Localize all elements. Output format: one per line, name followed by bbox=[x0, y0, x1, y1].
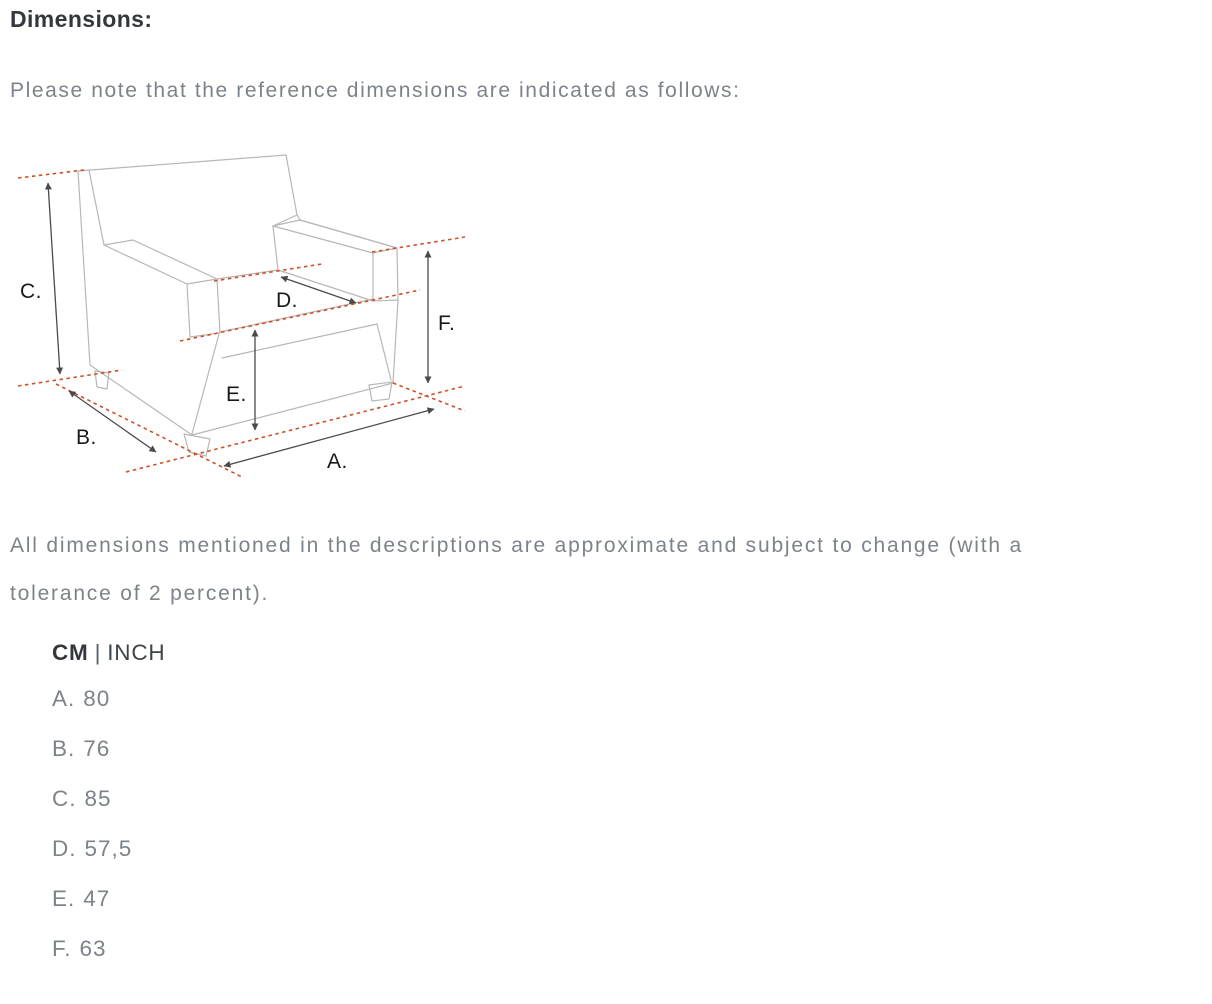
armchair-dimension-diagram bbox=[10, 138, 470, 494]
measurement-list bbox=[52, 674, 1202, 974]
diagram-label-c: C. bbox=[20, 280, 42, 303]
armchair-line-art bbox=[78, 155, 398, 456]
diagram-container bbox=[10, 138, 1202, 494]
measurement-row bbox=[52, 774, 1202, 824]
measurement-label: F. bbox=[52, 936, 72, 961]
diagram-label-a: A. bbox=[327, 450, 348, 473]
measurement-row bbox=[52, 924, 1202, 974]
measurement-row bbox=[52, 674, 1202, 724]
reference-line-floor-right bbox=[393, 383, 465, 411]
units-header bbox=[52, 638, 1202, 668]
measurement-value: 80 bbox=[83, 686, 111, 711]
measurement-label: E. bbox=[52, 886, 76, 911]
measurement-row bbox=[52, 874, 1202, 924]
unit-separator: | bbox=[94, 640, 102, 665]
unit-cm-label: CM bbox=[52, 640, 89, 665]
unit-inch-label: INCH bbox=[107, 640, 166, 665]
tolerance-note bbox=[10, 522, 1202, 618]
dimension-arrow-c bbox=[48, 183, 60, 374]
tolerance-note-line-2: tolerance of 2 percent). bbox=[10, 582, 270, 605]
measurement-label: A. bbox=[52, 686, 76, 711]
measurement-label: C. bbox=[52, 786, 77, 811]
reference-line-top bbox=[18, 170, 84, 178]
intro-text: Please note that the reference dimensions are indicated as follows: bbox=[10, 79, 741, 102]
measurement-value: 63 bbox=[79, 936, 107, 961]
page-title: Dimensions: bbox=[10, 6, 153, 32]
measurement-value: 47 bbox=[83, 886, 111, 911]
measurement-row bbox=[52, 724, 1202, 774]
measurement-label: B. bbox=[52, 736, 76, 761]
tolerance-note-line-1: All dimensions mentioned in the descriptions are approximate and subject to change (with a bbox=[10, 534, 1023, 557]
diagram-label-d: D. bbox=[276, 289, 298, 312]
measurement-value: 76 bbox=[83, 736, 111, 761]
reference-line-seat-front bbox=[180, 290, 420, 341]
diagram-label-f: F. bbox=[438, 312, 456, 335]
measurement-label: D. bbox=[52, 836, 77, 861]
reference-line-floor-front bbox=[126, 386, 465, 472]
measurement-value: 85 bbox=[84, 786, 112, 811]
measurement-value: 57,5 bbox=[84, 836, 133, 861]
diagram-label-e: E. bbox=[226, 383, 247, 406]
measurement-row bbox=[52, 824, 1202, 874]
diagram-label-b: B. bbox=[76, 426, 97, 449]
